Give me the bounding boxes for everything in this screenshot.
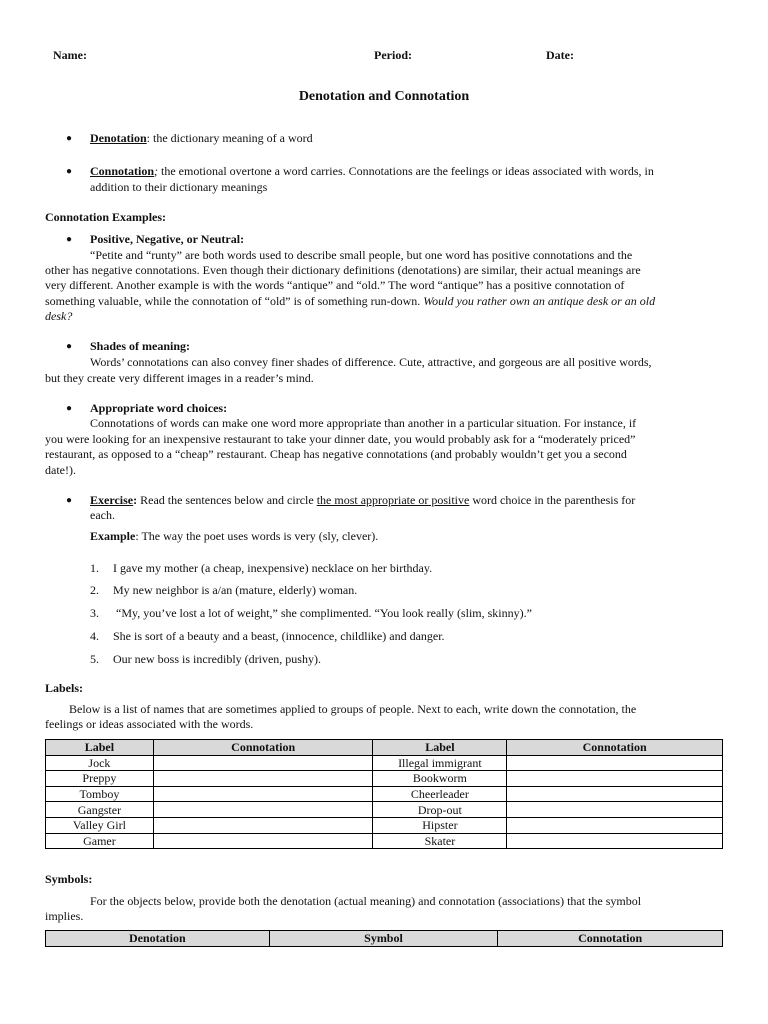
connotation-cell[interactable] xyxy=(153,833,373,849)
label-cell: Cheerleader xyxy=(373,786,507,802)
connotation-cell[interactable] xyxy=(153,817,373,833)
connotation-cell[interactable] xyxy=(153,786,373,802)
label-cell: Jock xyxy=(46,755,154,771)
choices-line-4: date!). xyxy=(45,463,76,477)
denotation-term: Denotation xyxy=(90,131,147,145)
shades-line-1: Words’ connotations can also convey finer shades of difference. Cute, attractive, and gorgeous are all positive words, xyxy=(90,355,652,369)
item-number: 5. xyxy=(90,652,99,666)
connotation-cell[interactable] xyxy=(507,786,723,802)
shades-heading: Shades of meaning: xyxy=(90,339,191,353)
date-label: Date: xyxy=(546,48,574,62)
column-header: Connotation xyxy=(507,740,723,756)
labels-table xyxy=(45,739,723,849)
connotation-cell[interactable] xyxy=(153,802,373,818)
symbols-table xyxy=(45,930,723,947)
choices-line-2: you were looking for an inexpensive restaurant to take your dinner date, you would probably ask for a “moderately priced” xyxy=(45,432,636,446)
connotation-cell[interactable] xyxy=(507,755,723,771)
pnn-line-4-italic: Would you rather own an antique desk or an old xyxy=(423,294,656,308)
label-cell: Valley Girl xyxy=(46,817,154,833)
column-header: Symbol xyxy=(269,931,498,947)
period-label: Period: xyxy=(374,48,412,62)
exercise-item xyxy=(90,606,532,622)
exercise-text-underlined: the most appropriate or positive xyxy=(316,493,470,507)
column-header: Label xyxy=(46,740,154,756)
bullet-icon: ● xyxy=(66,133,73,144)
connotation-cell[interactable] xyxy=(507,802,723,818)
connotation-cell[interactable] xyxy=(153,771,373,787)
shades-line-2: but they create very different images in a reader’s mind. xyxy=(45,371,314,385)
column-header: Denotation xyxy=(46,931,270,947)
choices-heading: Appropriate word choices: xyxy=(90,401,228,415)
table-row xyxy=(46,817,723,833)
label-cell: Hipster xyxy=(373,817,507,833)
labels-intro-line-2: feelings or ideas associated with the words. xyxy=(45,717,254,731)
symbols-intro-line-2: implies. xyxy=(45,909,84,923)
labels-heading: Labels: xyxy=(45,681,84,695)
bullet-icon: ● xyxy=(66,341,73,352)
label-cell: Gangster xyxy=(46,802,154,818)
choices-line-3: restaurant, as opposed to a “cheap” restaurant. Cheap has negative connotations (and probably wouldn’t get you a second xyxy=(45,447,627,461)
pnn-line-3: very different. Another example is with the words “antique” and “old.” The word “antique” has a positive connotation of xyxy=(45,278,625,292)
denotation-definition xyxy=(90,131,313,147)
exercise-line-2: each. xyxy=(90,508,115,522)
table-row xyxy=(46,833,723,849)
example-text: : The way the poet uses words is very (sly, clever). xyxy=(135,529,379,543)
item-text: “My, you’ve lost a lot of weight,” she complimented. “You look really (slim, skinny).” xyxy=(113,606,532,620)
exercise-instructions xyxy=(90,493,635,509)
connotation-cell[interactable] xyxy=(507,833,723,849)
symbols-heading: Symbols: xyxy=(45,872,93,886)
table-row xyxy=(46,802,723,818)
item-number: 2. xyxy=(90,583,99,597)
pnn-line-5: desk? xyxy=(45,309,73,323)
connotation-cell[interactable] xyxy=(153,755,373,771)
connotation-cell[interactable] xyxy=(507,771,723,787)
page-title: Denotation and Connotation xyxy=(298,89,470,104)
table-row xyxy=(46,755,723,771)
table-row xyxy=(46,771,723,787)
table-header-row xyxy=(46,931,723,947)
exercise-label: Exercise xyxy=(90,493,134,507)
connotation-term: Connotation xyxy=(90,164,155,178)
connotation-line-1: the emotional overtone a word carries. Connotations are the feelings or ideas associated with words, in xyxy=(158,164,654,178)
label-cell: Preppy xyxy=(46,771,154,787)
symbols-intro-line-1: For the objects below, provide both the denotation (actual meaning) and connotation (associations) that the symbol xyxy=(90,894,642,908)
name-label: Name: xyxy=(53,48,87,62)
exercise-item xyxy=(90,652,321,668)
label-cell: Gamer xyxy=(46,833,154,849)
example-label: Example xyxy=(90,529,136,543)
label-cell: Bookworm xyxy=(373,771,507,787)
label-cell: Skater xyxy=(373,833,507,849)
exercise-colon: : xyxy=(133,493,138,507)
item-text: She is sort of a beauty and a beast, (innocence, childlike) and danger. xyxy=(113,629,445,643)
example-sentence xyxy=(90,529,378,545)
exercise-text-before: Read the sentences below and circle xyxy=(137,493,317,507)
item-text: Our new boss is incredibly (driven, pushy). xyxy=(113,652,321,666)
label-cell: Tomboy xyxy=(46,786,154,802)
exercise-item xyxy=(90,629,445,645)
item-text: My new neighbor is a/an (mature, elderly) woman. xyxy=(113,583,358,597)
connotation-sep: ; xyxy=(154,164,159,178)
column-header: Connotation xyxy=(153,740,373,756)
pnn-line-4 xyxy=(45,294,655,310)
pnn-line-1: “Petite and “runty” are both words used to describe small people, but one word has positive connotations and the xyxy=(90,248,633,262)
denotation-sep: : xyxy=(146,131,151,145)
label-cell: Illegal immigrant xyxy=(373,755,507,771)
exercise-text-after: word choice in the parenthesis for xyxy=(469,493,636,507)
exercise-item xyxy=(90,561,432,577)
examples-heading: Connotation Examples: xyxy=(45,210,167,224)
bullet-icon: ● xyxy=(66,166,73,177)
connotation-cell[interactable] xyxy=(507,817,723,833)
bullet-icon: ● xyxy=(66,234,73,245)
table-header-row xyxy=(46,740,723,756)
item-number: 4. xyxy=(90,629,99,643)
item-number: 1. xyxy=(90,561,99,575)
item-number: 3. xyxy=(90,606,99,620)
pnn-heading: Positive, Negative, or Neutral: xyxy=(90,232,245,246)
item-text: I gave my mother (a cheap, inexpensive) necklace on her birthday. xyxy=(113,561,433,575)
denotation-text: the dictionary meaning of a word xyxy=(150,131,313,145)
exercise-item xyxy=(90,583,357,599)
column-header: Label xyxy=(373,740,507,756)
label-cell: Drop-out xyxy=(373,802,507,818)
choices-line-1: Connotations of words can make one word more appropriate than another in a particular situation. For instance, if xyxy=(90,416,637,430)
bullet-icon: ● xyxy=(66,495,73,506)
pnn-line-2: other has negative connotations. Even though their dictionary definitions (denotations) are similar, their actual meanings are xyxy=(45,263,641,277)
connotation-definition xyxy=(90,164,654,180)
column-header: Connotation xyxy=(498,931,723,947)
bullet-icon: ● xyxy=(66,403,73,414)
labels-intro-line-1: Below is a list of names that are sometimes applied to groups of people. Next to each, write down the connotation, the xyxy=(69,702,637,716)
connotation-line-2: addition to their dictionary meanings xyxy=(90,180,268,194)
table-row xyxy=(46,786,723,802)
pnn-line-4-normal: something valuable, while the connotation of “old” is of something run-down. xyxy=(45,294,424,308)
